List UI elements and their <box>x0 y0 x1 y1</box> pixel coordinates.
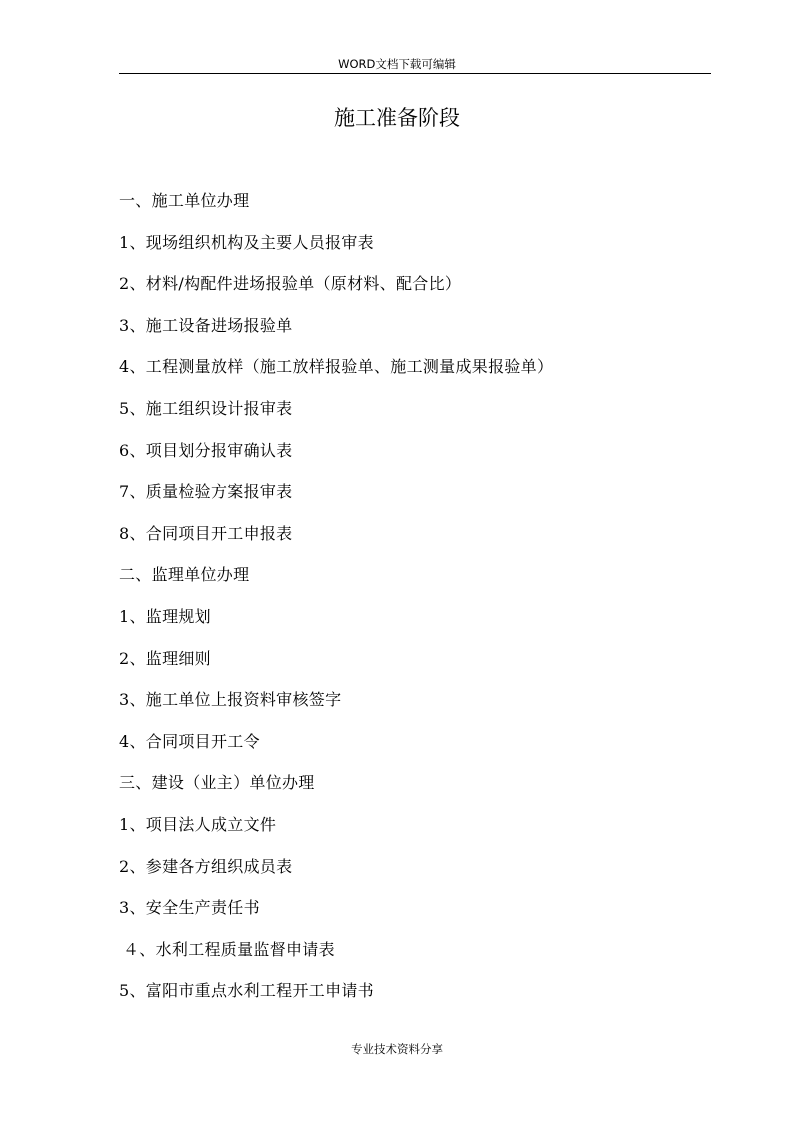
list-item: 8、合同项目开工申报表 <box>119 523 293 543</box>
list-item: 3、施工设备进场报验单 <box>119 315 293 335</box>
section-heading-owner: 三、建设（业主）单位办理 <box>119 773 315 793</box>
list-item: 3、安全生产责任书 <box>119 898 260 918</box>
page-footer: 专业技术资料分享 <box>351 1042 443 1056</box>
list-item: 7、质量检验方案报审表 <box>119 482 293 502</box>
list-item: 1、监理规划 <box>119 606 211 626</box>
section-heading-supervisor: 二、监理单位办理 <box>119 565 250 585</box>
list-item: 4、合同项目开工令 <box>119 731 260 751</box>
list-item: 1、项目法人成立文件 <box>119 814 277 834</box>
list-item: 2、参建各方组织成员表 <box>119 856 293 876</box>
page-header: WORD文档下载可编辑 <box>338 57 456 71</box>
list-item: 4、工程测量放样（施工放样报验单、施工测量成果报验单） <box>119 357 554 377</box>
list-item: 6、项目划分报审确认表 <box>119 440 293 460</box>
list-item: 1、现场组织机构及主要人员报审表 <box>119 232 374 252</box>
list-item: 3、施工单位上报资料审核签字 <box>119 690 342 710</box>
section-heading-contractor: 一、施工单位办理 <box>119 191 250 210</box>
header-divider <box>119 73 711 74</box>
list-item: 2、监理细则 <box>119 648 211 668</box>
document-body <box>119 187 711 1019</box>
list-item: 2、材料/构配件进场报验单（原材料、配合比） <box>119 274 462 294</box>
list-item: 5、富阳市重点水利工程开工申请书 <box>119 981 374 1001</box>
document-title: 施工准备阶段 <box>334 106 460 130</box>
list-item: 5、施工组织设计报审表 <box>119 398 293 418</box>
list-item: ４、水利工程质量监督申请表 <box>123 939 335 959</box>
